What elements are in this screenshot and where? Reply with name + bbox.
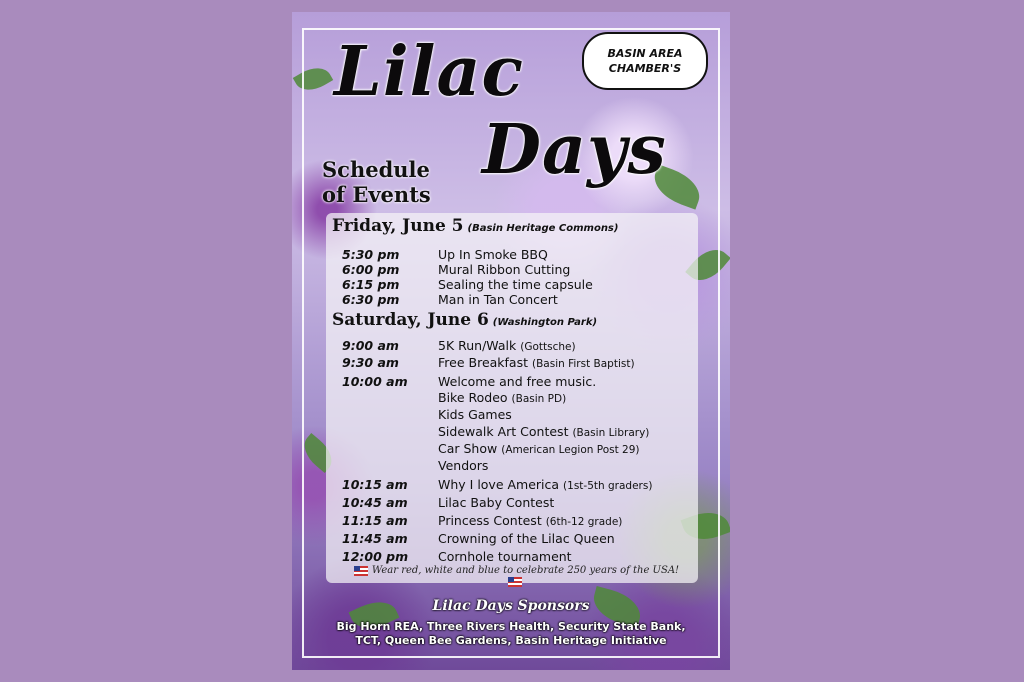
event-note: (Basin First Baptist) bbox=[532, 358, 635, 370]
schedule-row bbox=[342, 477, 692, 493]
event-time: 12:00 pm bbox=[342, 549, 409, 564]
schedule-row bbox=[342, 495, 692, 511]
schedule-row bbox=[342, 407, 692, 423]
event-name: Man in Tan Concert bbox=[438, 292, 558, 307]
us-flag-icon bbox=[354, 566, 368, 576]
day-heading-saturday bbox=[332, 310, 597, 330]
schedule-row bbox=[342, 424, 692, 440]
event-time: 11:15 am bbox=[342, 513, 408, 528]
event-note: (American Legion Post 29) bbox=[501, 444, 640, 456]
event-name: Free Breakfast (Basin First Baptist) bbox=[438, 355, 635, 370]
event-name: Why I love America (1st-5th graders) bbox=[438, 477, 653, 492]
event-time: 9:00 am bbox=[342, 338, 399, 353]
schedule-row bbox=[342, 338, 692, 354]
event-time: 6:15 pm bbox=[342, 277, 400, 292]
schedule-row bbox=[342, 513, 692, 529]
sponsors-heading: Lilac Days Sponsors bbox=[432, 598, 590, 614]
schedule-row bbox=[342, 355, 692, 371]
schedule-heading-line: of Events bbox=[322, 182, 431, 207]
event-note: (6th-12 grade) bbox=[545, 516, 623, 528]
event-name: Kids Games bbox=[438, 407, 512, 422]
title-days: Days bbox=[482, 110, 667, 190]
event-note: (Gottsche) bbox=[520, 341, 576, 353]
event-name: Car Show (American Legion Post 29) bbox=[438, 441, 640, 456]
event-name: Bike Rodeo (Basin PD) bbox=[438, 390, 567, 405]
event-name: Lilac Baby Contest bbox=[438, 495, 555, 510]
schedule-row bbox=[342, 390, 692, 406]
day-heading-friday bbox=[332, 216, 618, 236]
badge-line: BASIN AREA bbox=[607, 47, 683, 60]
event-name: Up In Smoke BBQ bbox=[438, 247, 548, 262]
schedule-row bbox=[342, 458, 692, 474]
event-name: Sidewalk Art Contest (Basin Library) bbox=[438, 424, 650, 439]
event-time: 11:45 am bbox=[342, 531, 408, 546]
attire-note bbox=[342, 565, 687, 587]
leaf-decoration bbox=[293, 61, 333, 97]
event-time: 10:15 am bbox=[342, 477, 408, 492]
attire-note-text: Wear red, white and blue to celebrate 250 years of the USA! bbox=[371, 565, 680, 576]
schedule-row bbox=[342, 262, 692, 278]
sponsors-line: Big Horn REA, Three Rivers Health, Security State Bank, bbox=[336, 620, 686, 633]
event-time: 10:45 am bbox=[342, 495, 408, 510]
event-note: (1st-5th graders) bbox=[563, 480, 653, 492]
schedule-heading-line: Schedule bbox=[322, 157, 430, 182]
badge-line: CHAMBER'S bbox=[608, 62, 682, 75]
event-note: (Basin Library) bbox=[572, 427, 650, 439]
event-time: 9:30 am bbox=[342, 355, 399, 370]
schedule-row bbox=[342, 277, 692, 293]
event-name: Welcome and free music. bbox=[438, 374, 597, 389]
event-name: Princess Contest (6th-12 grade) bbox=[438, 513, 623, 528]
day-label: Saturday, June 6 bbox=[332, 310, 489, 330]
schedule-row bbox=[342, 549, 692, 565]
schedule-row bbox=[342, 247, 692, 263]
title-lilac: Lilac bbox=[334, 32, 524, 112]
event-poster bbox=[292, 12, 730, 670]
event-name: Crowning of the Lilac Queen bbox=[438, 531, 615, 546]
schedule-row bbox=[342, 441, 692, 457]
event-name: Mural Ribbon Cutting bbox=[438, 262, 571, 277]
event-note: (Basin PD) bbox=[511, 393, 567, 405]
schedule-row bbox=[342, 531, 692, 547]
event-time: 10:00 am bbox=[342, 374, 408, 389]
event-name: Sealing the time capsule bbox=[438, 277, 593, 292]
venue-label: (Washington Park) bbox=[492, 317, 598, 328]
event-name: Cornhole tournament bbox=[438, 549, 572, 564]
sponsors-list bbox=[322, 620, 700, 648]
schedule-row bbox=[342, 374, 692, 390]
sponsors-line: TCT, Queen Bee Gardens, Basin Heritage Initiative bbox=[355, 634, 667, 647]
event-name: 5K Run/Walk (Gottsche) bbox=[438, 338, 576, 353]
event-time: 6:00 pm bbox=[342, 262, 400, 277]
schedule-row bbox=[342, 292, 692, 308]
day-label: Friday, June 5 bbox=[332, 216, 464, 236]
schedule-heading bbox=[322, 157, 431, 207]
venue-label: (Basin Heritage Commons) bbox=[467, 223, 619, 234]
us-flag-icon bbox=[508, 577, 522, 587]
event-name: Vendors bbox=[438, 458, 489, 473]
event-time: 6:30 pm bbox=[342, 292, 400, 307]
event-time: 5:30 pm bbox=[342, 247, 400, 262]
chamber-badge bbox=[582, 32, 708, 90]
